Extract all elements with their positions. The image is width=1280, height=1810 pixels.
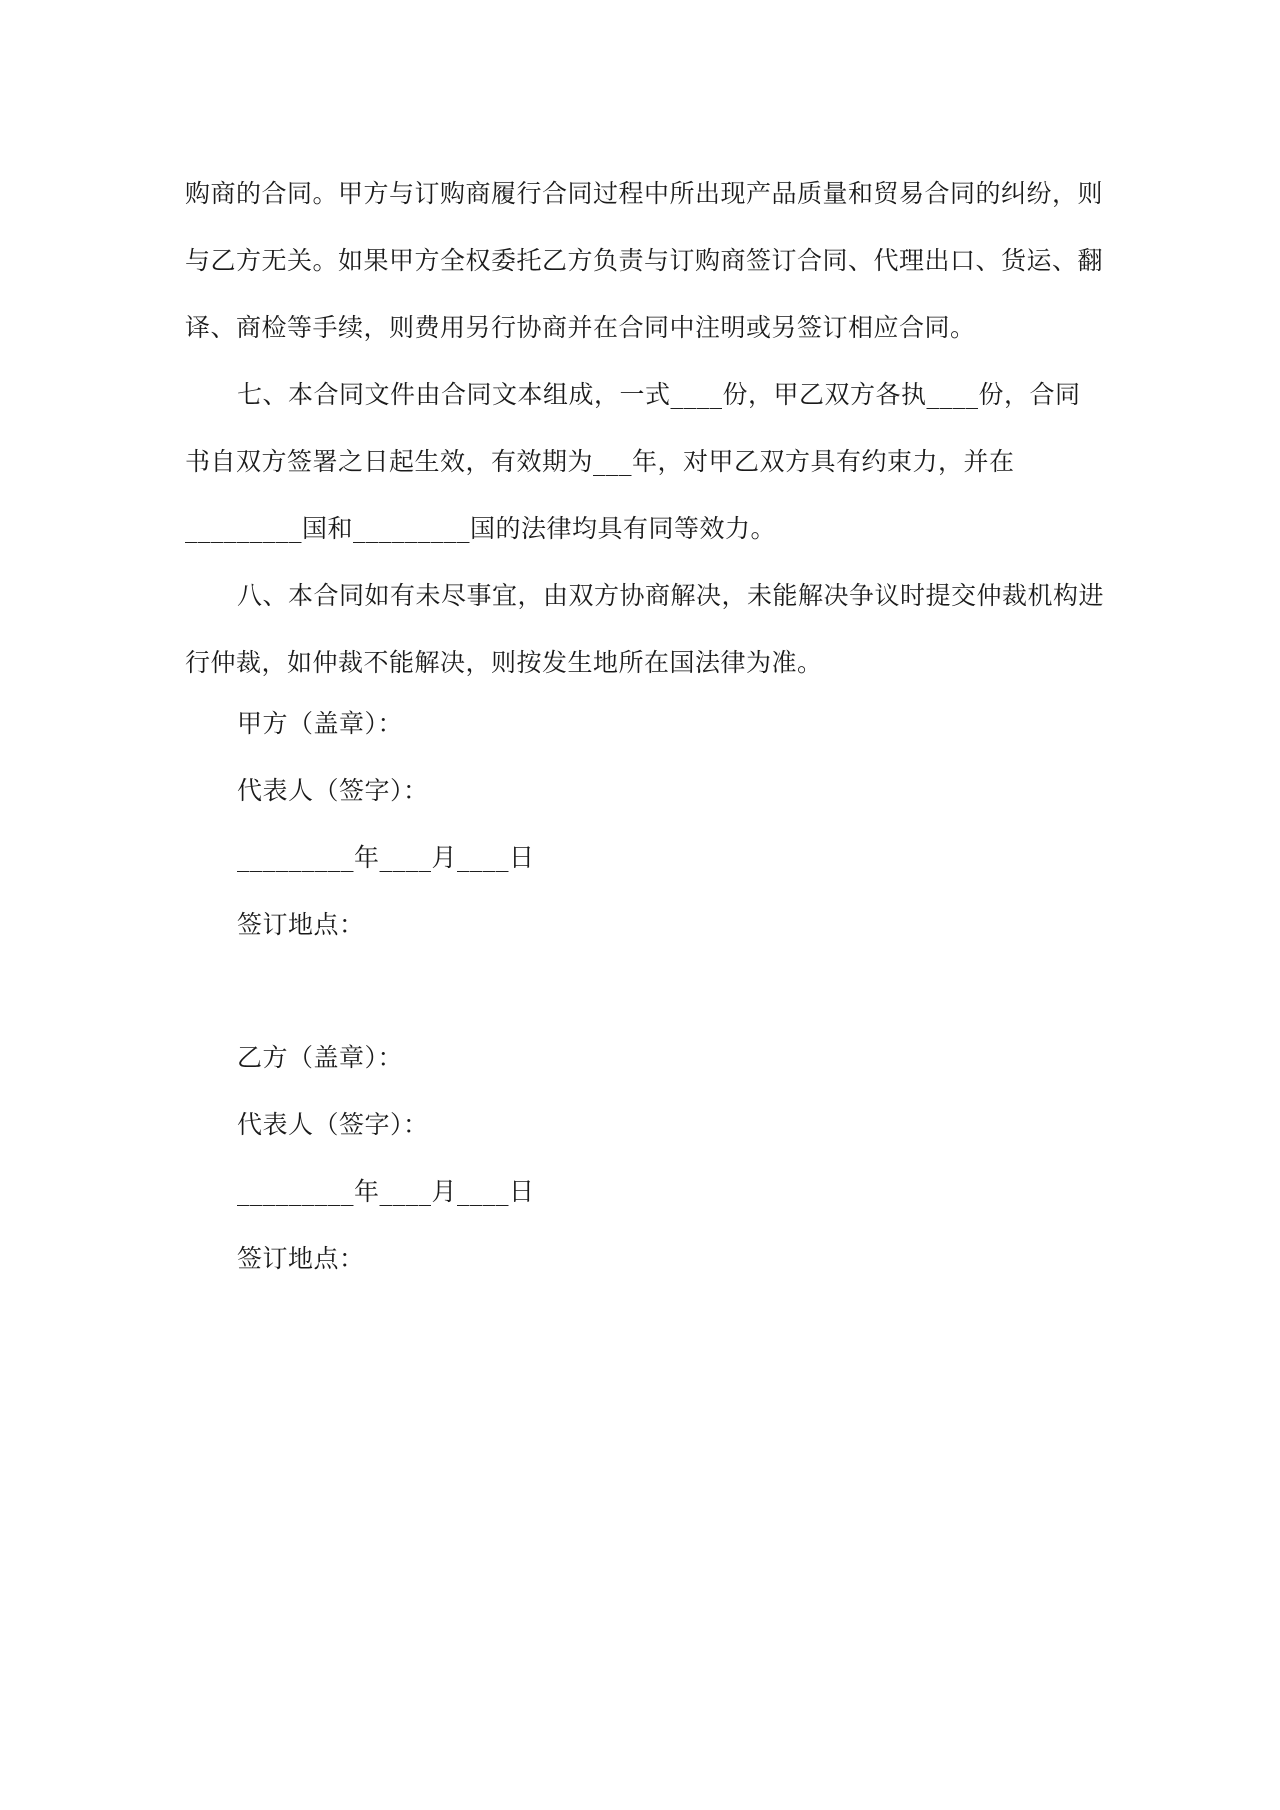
party-b-seal-label: 乙方（盖章）： xyxy=(237,1043,404,1072)
party-a-signature-block xyxy=(237,690,837,958)
text-line: 译、商检等手续，则费用另行协商并在合同中注明或另签订相应合同。 xyxy=(185,313,976,342)
text-line: 购商的合同。甲方与订购商履行合同过程中所出现产品质量和贸易合同的纠纷，则 xyxy=(185,179,1104,208)
clause-8 xyxy=(185,562,1105,696)
party-b-representative-label: 代表人（签字）： xyxy=(237,1110,429,1139)
text-line: 与乙方无关。如果甲方全权委托乙方负责与订购商签订合同、代理出口、货运、翻 xyxy=(185,246,1104,275)
party-a-representative-label: 代表人（签字）： xyxy=(237,776,429,805)
clause-6-continuation xyxy=(185,160,1104,361)
party-a-seal-label: 甲方（盖章）： xyxy=(237,709,404,738)
text-line: 八、本合同如有未尽事宜，由双方协商解决，未能解决争议时提交仲裁机构进 xyxy=(237,581,1105,610)
party-a-place-label: 签订地点： xyxy=(237,910,365,939)
text-line: _________国和_________国的法律均具有同等效力。 xyxy=(185,514,777,543)
clause-7 xyxy=(185,361,1100,562)
contract-body xyxy=(185,160,1105,696)
text-line: 七、本合同文件由合同文本组成，一式____份，甲乙双方各执____份，合同 xyxy=(237,380,1081,409)
party-b-place-label: 签订地点： xyxy=(237,1244,365,1273)
text-line: 行仲裁，如仲裁不能解决，则按发生地所在国法律为准。 xyxy=(185,648,823,677)
party-a-date-line: _________年____月____日 xyxy=(237,843,535,872)
party-b-date-line: _________年____月____日 xyxy=(237,1177,535,1206)
text-line: 书自双方签署之日起生效，有效期为___年，对甲乙双方具有约束力，并在 xyxy=(185,447,1015,476)
party-b-signature-block xyxy=(237,1024,837,1292)
